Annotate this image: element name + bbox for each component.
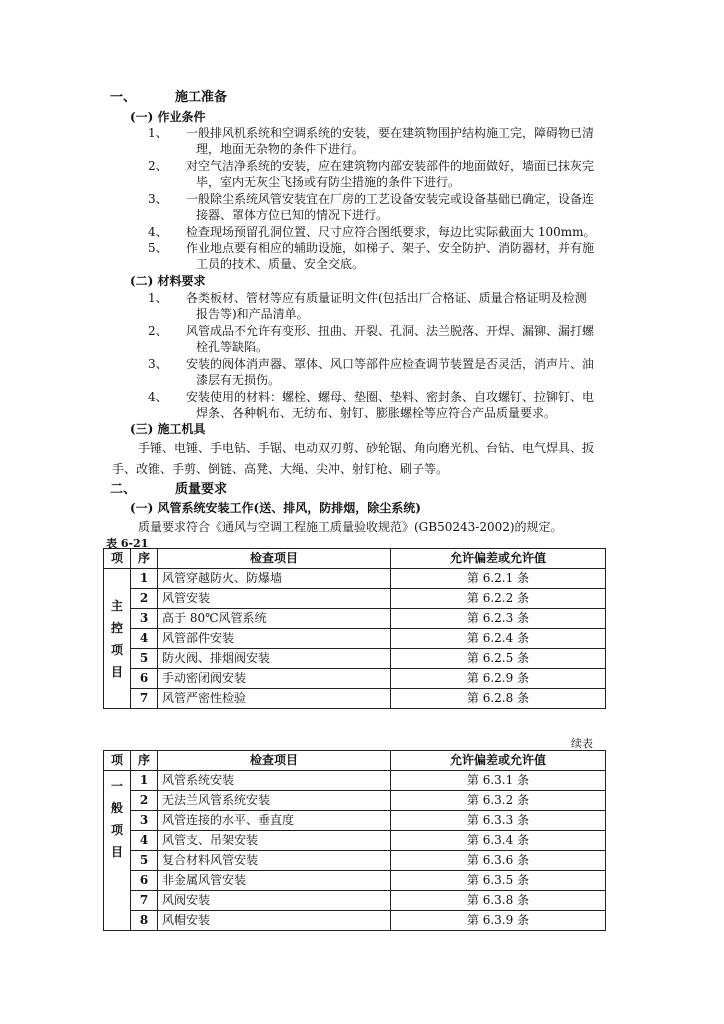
subsection-title: (三) 施工机具 — [130, 422, 206, 436]
item-number: 2、 — [148, 324, 168, 338]
table-row — [104, 609, 606, 629]
requirement-cell: 第 6.2.5 条 — [391, 649, 606, 669]
item-cell: 风管穿越防火、防爆墙 — [158, 569, 391, 589]
table-header-row — [104, 751, 606, 771]
table-row — [104, 811, 606, 831]
item-cell: 风管连接的水平、垂直度 — [158, 811, 391, 831]
header-item: 检查项目 — [158, 549, 391, 569]
item-cell: 风管系统安装 — [158, 771, 391, 791]
item-number: 5、 — [148, 241, 168, 255]
header-seq: 序 — [131, 751, 158, 771]
section-number: 二、 — [110, 482, 137, 497]
item-text: 各类板材、管材等应有质量证明文件(包括出厂合格证、质量合格证明及检测 — [186, 291, 587, 305]
requirement-cell: 第 6.3.5 条 — [391, 871, 606, 891]
requirement-cell: 第 6.3.2 条 — [391, 791, 606, 811]
seq-cell: 3 — [131, 609, 158, 629]
item-number: 1、 — [148, 126, 168, 140]
seq-cell: 5 — [131, 649, 158, 669]
item-text: 焊条、各种帆布、无纺布、射钉、膨胀螺栓等应符合产品质量要求。 — [196, 406, 557, 420]
item-cell: 无法兰风管系统安装 — [158, 791, 391, 811]
item-number: 3、 — [148, 192, 168, 206]
item-number: 1、 — [148, 291, 168, 305]
tools-text: 手、改锥、手剪、倒链、高凳、大绳、尖冲、射钉枪、刷子等。 — [112, 462, 449, 476]
item-text: 安装使用的材料：螺栓、螺母、垫圈、垫料、密封条、自攻螺钉、拉铆钉、电 — [186, 390, 595, 404]
table-row — [104, 791, 606, 811]
subsection-title: (一) 风管系统安装工作(送、排风，防排烟，除尘系统) — [130, 501, 421, 515]
general-items-table — [103, 750, 606, 931]
table-row — [104, 629, 606, 649]
item-cell: 风管严密性检验 — [158, 689, 391, 709]
seq-cell: 5 — [131, 851, 158, 871]
item-cell: 防火阀、排烟阀安装 — [158, 649, 391, 669]
seq-cell: 4 — [131, 629, 158, 649]
table-header-row — [104, 549, 606, 569]
seq-cell: 7 — [131, 891, 158, 911]
item-cell: 风阀安装 — [158, 891, 391, 911]
item-text: 风管成品不允许有变形、扭曲、开裂、孔洞、法兰脱落、开焊、漏铆、漏打螺 — [186, 324, 595, 338]
table-row — [104, 569, 606, 589]
header-requirement: 允许偏差或允许值 — [391, 751, 606, 771]
requirement-cell: 第 6.3.6 条 — [391, 851, 606, 871]
table-row — [104, 771, 606, 791]
table-row — [104, 871, 606, 891]
table-row — [104, 851, 606, 871]
requirement-cell: 第 6.2.8 条 — [391, 689, 606, 709]
item-cell: 手动密闭阀安装 — [158, 669, 391, 689]
item-text: 检查现场预留孔洞位置、尺寸应符合图纸要求，每边比实际截面大 100mm。 — [186, 225, 596, 239]
seq-cell: 2 — [131, 589, 158, 609]
subsection-title: (二) 材料要求 — [130, 274, 206, 288]
item-cell: 高于 80℃风管系统 — [158, 609, 391, 629]
item-number: 2、 — [148, 159, 168, 173]
header-item: 检查项目 — [158, 751, 391, 771]
item-cell: 风管部件安装 — [158, 629, 391, 649]
header-seq: 序 — [131, 549, 158, 569]
table-continued-caption: 续表 — [571, 737, 593, 750]
header-category: 项 — [104, 549, 131, 569]
subsection-title: (一) 作业条件 — [130, 110, 206, 124]
table-row — [104, 669, 606, 689]
item-number: 4、 — [148, 390, 168, 404]
item-text: 对空气洁净系统的安装，应在建筑物内部安装部件的地面做好，墙面已抹灰完 — [186, 159, 595, 173]
requirement-cell: 第 6.2.9 条 — [391, 669, 606, 689]
table-row — [104, 689, 606, 709]
item-text: 工员的技术、质量、安全交底。 — [196, 257, 365, 271]
item-text: 一般除尘系统风管安装宜在厂房的工艺设备安装完或设备基础已确定，设备连 — [186, 192, 595, 206]
item-cell: 非金属风管安装 — [158, 871, 391, 891]
tools-text: 手锤、电锤、手电钻、手锯、电动双刃剪、砂轮锯、角向磨光机、台钻、电气焊具、扳 — [138, 441, 595, 455]
table-row — [104, 589, 606, 609]
item-number: 3、 — [148, 357, 168, 371]
table-row — [104, 649, 606, 669]
item-cell: 风管安装 — [158, 589, 391, 609]
section-title: 质量要求 — [175, 482, 228, 497]
header-requirement: 允许偏差或允许值 — [391, 549, 606, 569]
seq-cell: 6 — [131, 669, 158, 689]
requirement-cell: 第 6.3.9 条 — [391, 911, 606, 931]
item-text: 毕，室内无灰尘飞扬或有防尘措施的条件下进行。 — [196, 175, 461, 189]
requirement-cell: 第 6.3.3 条 — [391, 811, 606, 831]
table-caption: 表 6-21 — [106, 537, 149, 550]
requirement-cell: 第 6.2.1 条 — [391, 569, 606, 589]
seq-cell: 2 — [131, 791, 158, 811]
item-text: 安装的阀体消声器、罩体、风口等部件应检查调节装置是否灵活，消声片、油 — [186, 357, 595, 371]
seq-cell: 1 — [131, 569, 158, 589]
item-cell: 复合材料风管安装 — [158, 851, 391, 871]
item-text: 理，地面无杂物的条件下进行。 — [196, 142, 365, 156]
seq-cell: 1 — [131, 771, 158, 791]
seq-cell: 8 — [131, 911, 158, 931]
item-text: 栓孔等缺陷。 — [196, 340, 269, 354]
item-text: 一般排风机系统和空调系统的安装，要在建筑物围护结构施工完，障碍物已清 — [186, 126, 595, 140]
requirement-cell: 第 6.2.4 条 — [391, 629, 606, 649]
section-number: 一、 — [110, 90, 137, 105]
seq-cell: 3 — [131, 811, 158, 831]
header-category: 项 — [104, 751, 131, 771]
item-cell: 风帽安装 — [158, 911, 391, 931]
seq-cell: 4 — [131, 831, 158, 851]
requirement-cell: 第 6.3.1 条 — [391, 771, 606, 791]
category-cell: 一 般 项 目 — [104, 771, 131, 931]
seq-cell: 6 — [131, 871, 158, 891]
item-text: 作业地点要有相应的辅助设施，如梯子、架子、安全防护、消防器材，并有施 — [186, 241, 595, 255]
item-cell: 风管支、吊架安装 — [158, 831, 391, 851]
item-text: 漆层有无损伤。 — [196, 373, 281, 387]
table-row — [104, 911, 606, 931]
requirement-cell: 第 6.3.8 条 — [391, 891, 606, 911]
requirement-cell: 第 6.2.2 条 — [391, 589, 606, 609]
item-text: 报告等)和产品清单。 — [196, 307, 309, 321]
table-row — [104, 831, 606, 851]
seq-cell: 7 — [131, 689, 158, 709]
quality-text: 质量要求符合《通风与空调工程施工质量验收规范》(GB50243-2002)的规定。 — [138, 520, 563, 534]
item-number: 4、 — [148, 225, 168, 239]
item-text: 接器、罩体方位已知的情况下进行。 — [196, 208, 389, 222]
table-row — [104, 891, 606, 911]
category-cell: 主 控 项 目 — [104, 569, 131, 709]
requirement-cell: 第 6.2.3 条 — [391, 609, 606, 629]
main-control-table — [103, 548, 606, 709]
section-title: 施工准备 — [175, 90, 228, 105]
requirement-cell: 第 6.3.4 条 — [391, 831, 606, 851]
